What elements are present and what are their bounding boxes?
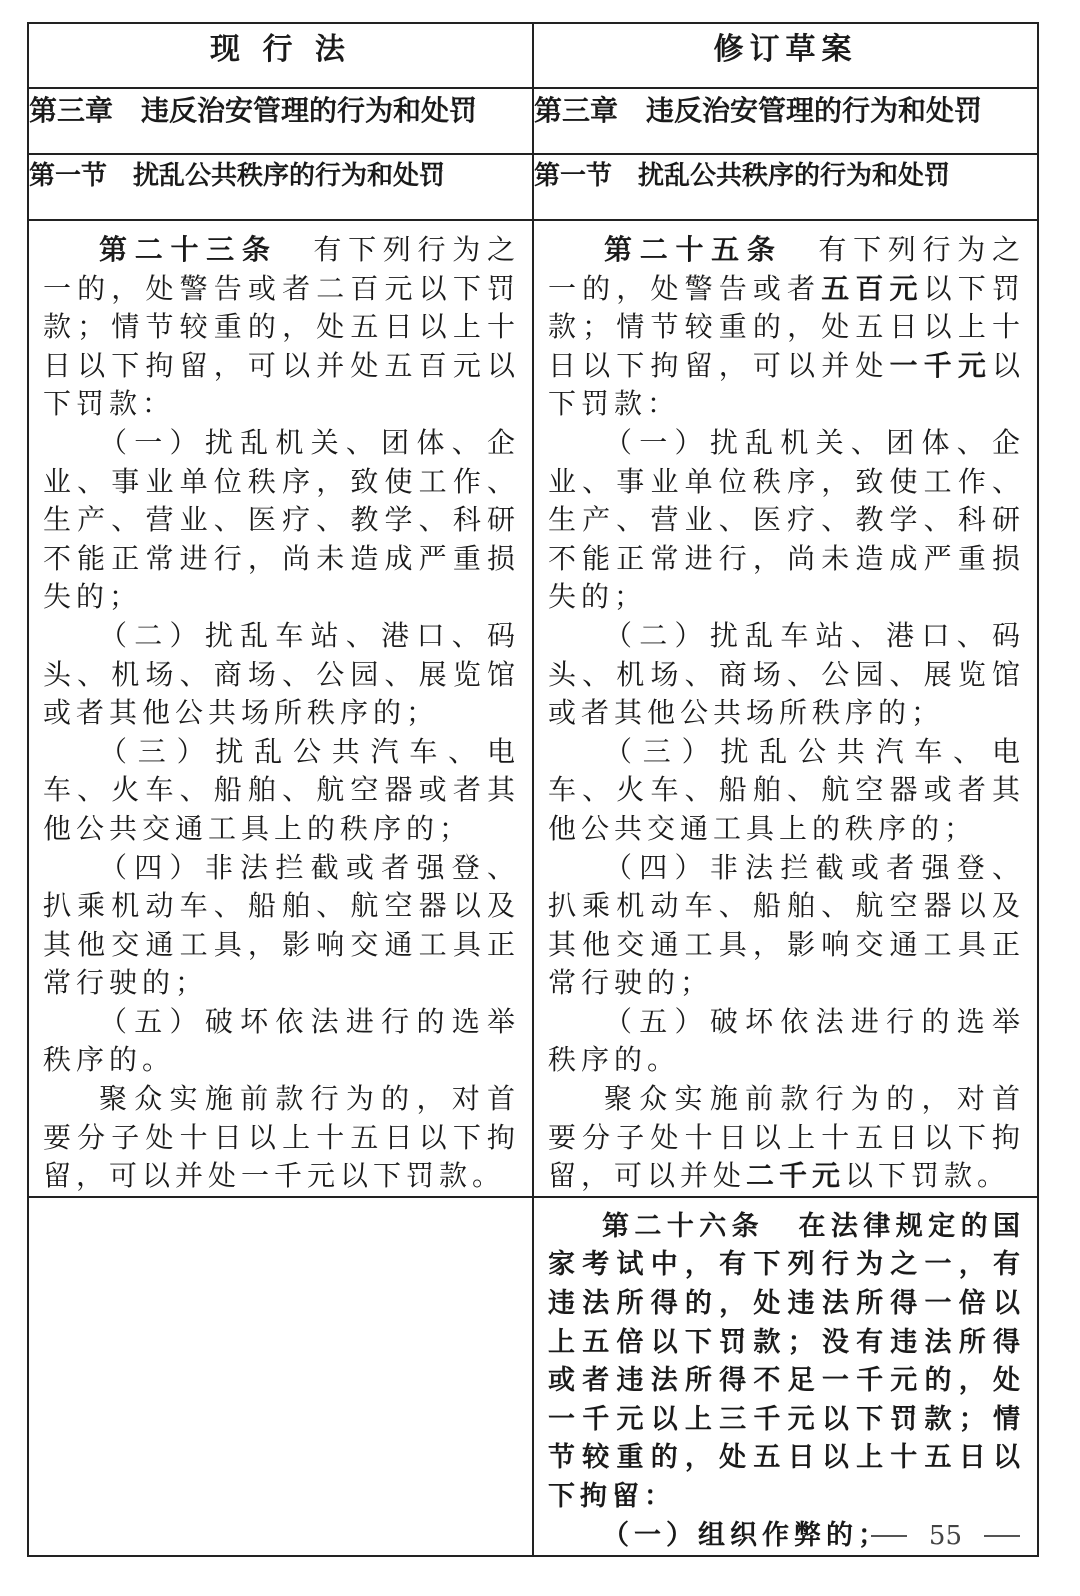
- new-article-row: [28, 1197, 1038, 1556]
- current-article-intro: [43, 231, 520, 424]
- draft-closing: [548, 1080, 1025, 1196]
- draft-article-intro: [548, 231, 1025, 424]
- draft-closing-part-b: 以下罚款。: [845, 1159, 1011, 1193]
- draft-item-1: （一）扰乱机关、团体、企业、事业单位秩序，致使工作、生产、营业、医疗、教学、科研不能正常进行，尚未造成严重损失的；: [548, 425, 1025, 614]
- draft-header: 修订草案: [533, 23, 1038, 88]
- draft-item-3: （三）扰乱公共汽车、电车、火车、船舶、航空器或者其他公共交通工具上的秩序的；: [548, 734, 1025, 845]
- draft-article-title: 第二十五条: [604, 233, 783, 266]
- current-item-2: （二）扰乱车站、港口、码头、机场、商场、公园、展览馆或者其他公共场所秩序的；: [43, 618, 520, 730]
- page-footer: [871, 1516, 1020, 1556]
- draft-new-article-intro-text: 在法律规定的国家考试中，有下列行为之一，有违法所得的，处违法所得一倍以上五倍以下罚款；没有违法所得或者违法所得不足一千元的，处一千元以上三千元以下罚款；情节较重的，处五日以上十五日以下拘留：: [548, 1210, 1026, 1512]
- footer-dash-right: [984, 1535, 1020, 1537]
- current-item-3: （三）扰乱公共汽车、电车、火车、船舶、航空器或者其他公共交通工具上的秩序的；: [43, 734, 520, 845]
- draft-article: [534, 221, 1037, 1196]
- draft-item-4: （四）非法拦截或者强登、扒乘机动车、船舶、航空器以及其他交通工具，影响交通工具正常行驶的；: [548, 850, 1025, 1000]
- draft-closing-part-a: 聚众实施前款行为的，对首要分子处十日以上十五日以下拘留，可以并处: [548, 1082, 1025, 1193]
- chapter-row: [28, 88, 1038, 154]
- draft-section-title: 第一节 扰乱公共秩序的行为和处罚: [533, 154, 1038, 220]
- current-law-header: 现 行 法: [28, 23, 533, 88]
- draft-new-article-title: 第二十六条: [602, 1210, 765, 1242]
- current-item-5: （五）破坏依法进行的选举秩序的。: [43, 1004, 520, 1077]
- current-article-title: 第二十三条: [99, 233, 278, 266]
- current-law-empty-cell: [28, 1197, 533, 1556]
- draft-intro-part-b: 以下罚款；情节较重的，处五日以上十日以下拘留，可以并处: [548, 271, 1025, 382]
- draft-item-2: （二）扰乱车站、港口、码头、机场、商场、公园、展览馆或者其他公共场所秩序的；: [548, 618, 1025, 730]
- section-row: [28, 154, 1038, 220]
- current-chapter-title: 第三章 违反治安管理的行为和处罚: [28, 88, 533, 154]
- current-item-1: （一）扰乱机关、团体、企业、事业单位秩序，致使工作、生产、营业、医疗、教学、科研不能正常进行，尚未造成严重损失的；: [43, 425, 520, 614]
- draft-amended-amount-2: 一千元: [889, 348, 992, 382]
- current-closing: 聚众实施前款行为的，对首要分子处十日以上十五日以下拘留，可以并处一千元以下罚款。: [43, 1082, 520, 1193]
- current-article-intro-text: 有下列行为之一的，处警告或者二百元以下罚款；情节较重的，处五日以上十日以下拘留，可以并处五百元以下罚款：: [43, 233, 520, 421]
- draft-new-article-intro: [548, 1208, 1025, 1517]
- page-number: 55: [928, 1521, 962, 1551]
- draft-chapter-title: 第三章 违反治安管理的行为和处罚: [533, 88, 1038, 154]
- article-row: [28, 220, 1038, 1197]
- draft-intro-part-c: 以下罚款：: [548, 348, 1025, 421]
- current-section-title: 第一节 扰乱公共秩序的行为和处罚: [28, 154, 533, 220]
- footer-dash-left: [871, 1535, 907, 1537]
- table-header-row: [28, 23, 1038, 88]
- draft-article-cell: [533, 220, 1038, 1197]
- current-item-4: （四）非法拦截或者强登、扒乘机动车、船舶、航空器以及其他交通工具，影响交通工具正常行驶的；: [43, 850, 520, 1000]
- current-law-article: [29, 221, 532, 1196]
- draft-intro-part-a: 有下列行为之一的，处警告或者: [548, 233, 1025, 305]
- draft-amended-amount-3: 二千元: [746, 1159, 846, 1193]
- draft-amended-amount-1: 五百元: [821, 271, 924, 305]
- draft-new-item-1: （一）组织作弊的；: [602, 1519, 890, 1551]
- comparison-table: [27, 22, 1039, 1557]
- draft-item-5: （五）破坏依法进行的选举秩序的。: [548, 1004, 1025, 1077]
- draft-new-article: [534, 1198, 1037, 1555]
- draft-new-article-cell: [533, 1197, 1038, 1556]
- current-law-article-cell: [28, 220, 533, 1197]
